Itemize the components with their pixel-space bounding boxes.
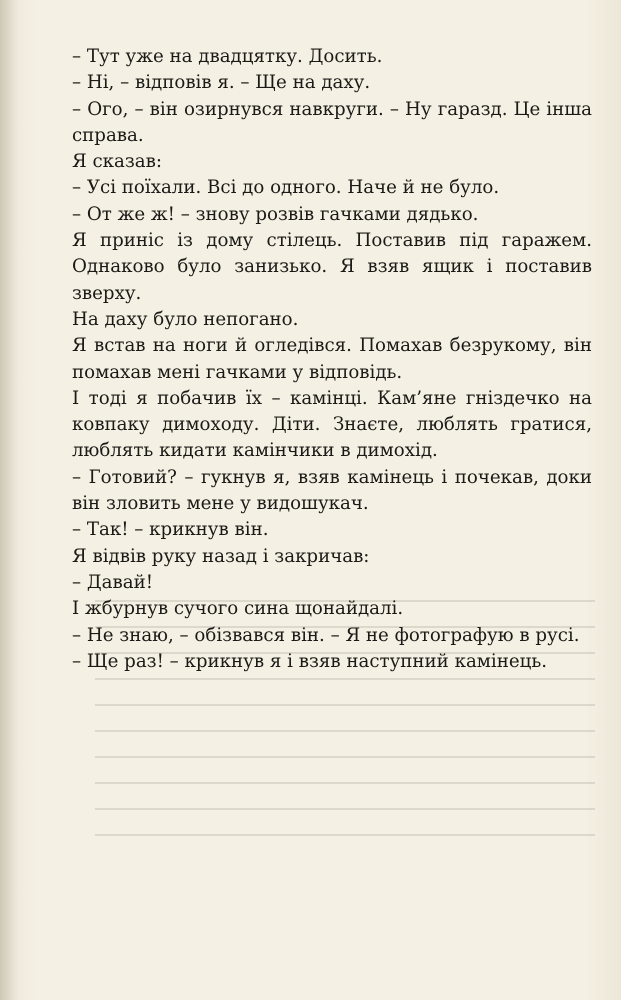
paragraph: – Ще раз! – крикнув я і взяв наступний камінець.: [72, 650, 548, 672]
paragraph: На даху було непогано.: [72, 308, 299, 330]
paragraph: – Готовий? – гукнув я, взяв камінець і почекав, доки він зловить мене у видошукач.: [72, 466, 592, 515]
paragraph: Я встав на ноги й огледівся. Помахав безрукому, він помахав мені гачками у відповідь.: [72, 335, 592, 383]
paragraph: Я відвів руку назад і закричав:: [72, 545, 370, 567]
paragraph: – Тут уже на двадцятку. Досить.: [72, 46, 383, 67]
paragraph: – От же ж! – знову розвів гачками дядько.: [72, 203, 479, 225]
paragraph: І тоді я побачив їх – камінці. Кам’яне гніздечко на ковпаку димоходу. Діти. Знаєте, люблять гратися, люблять кидати камінчики в димохід.: [72, 387, 592, 462]
body-text: [72, 44, 592, 675]
paragraph: Я сказав:: [72, 151, 162, 173]
paragraph: – Ого, – він озирнувся навкруги. – Ну гаразд. Це інша справа.: [72, 98, 592, 146]
paragraph: – Ні, – відповів я. – Ще на даху.: [72, 72, 371, 94]
paragraph: – Так! – крикнув він.: [72, 519, 269, 541]
paragraph: Я приніс із дому стілець. Поставив під гаражем. Однаково було занизько. Я взяв ящик і поставив зверху.: [72, 230, 592, 304]
paragraph: І жбурнув сучого сина щонайдалі.: [72, 598, 404, 620]
spine-shadow: [0, 0, 18, 1000]
paragraph: – Усі поїхали. Всі до одного. Наче й не було.: [72, 177, 500, 199]
paragraph: – Не знаю, – обізвався він. – Я не фотографую в русі.: [72, 624, 580, 646]
paragraph: – Давай!: [72, 571, 154, 593]
